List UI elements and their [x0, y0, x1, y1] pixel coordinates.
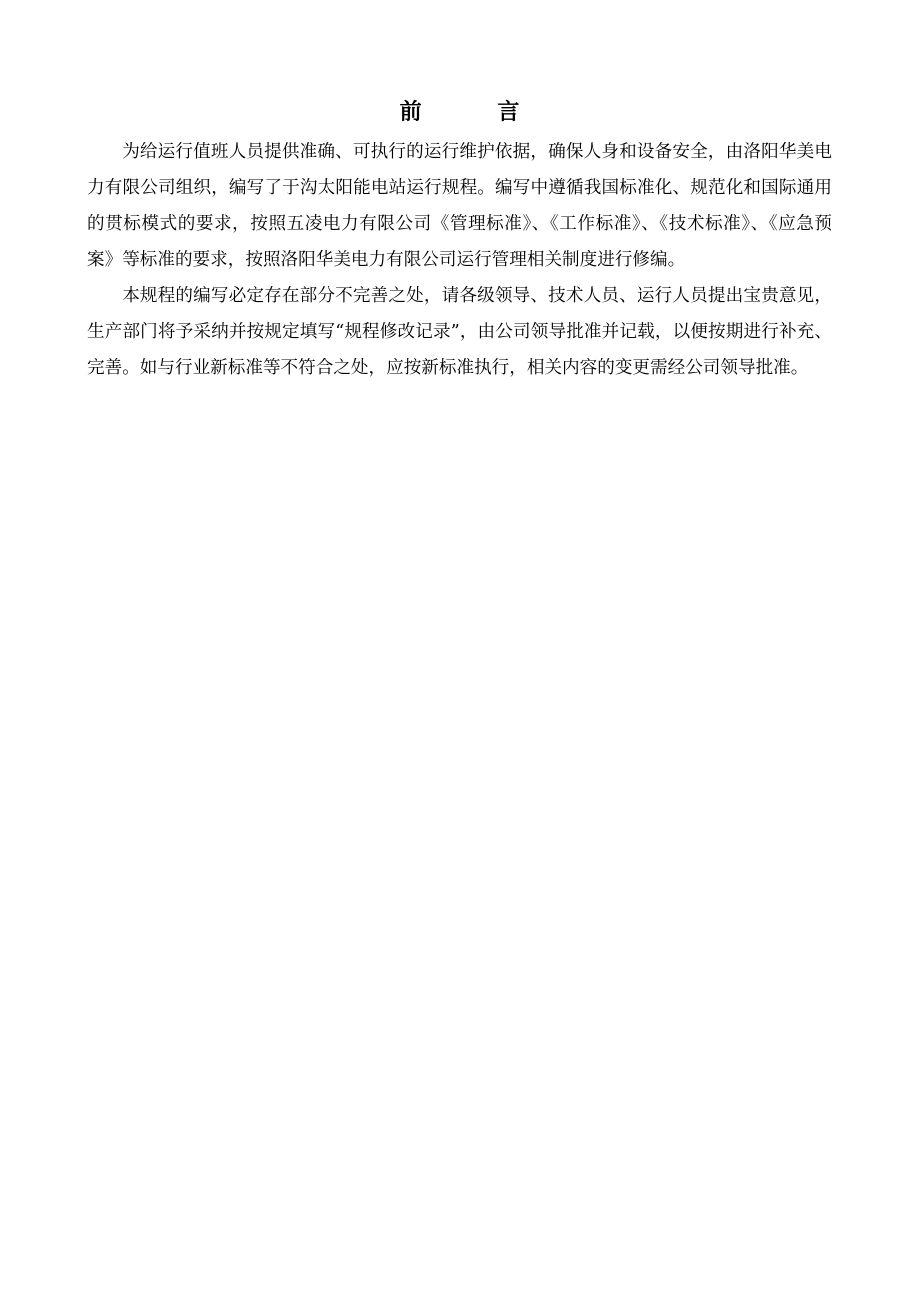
document-body: [87, 96, 832, 386]
page-title: 前 言: [399, 99, 554, 125]
paragraph-2: 本规程的编写必定存在部分不完善之处，请各级领导、技术人员、运行人员提出宝贵意见，生产部门将予采纳并按规定填写“规程修改记录”，由公司领导批准并记载，以便按期进行补充、完善。如与行业新标准等不符合之处，应按新标准执行，相关内容的变更需经公司领导批准。: [87, 286, 832, 378]
paragraph-1: 为给运行值班人员提供准确、可执行的运行维护依据，确保人身和设备安全，由洛阳华美电力有限公司组织，编写了于沟太阳能电站运行规程。编写中遵循我国标准化、规范化和国际通用的贯标模式的要求，按照五凌电力有限公司《管理标准》、《工作标准》、《技术标准》、《应急预案》等标准的要求，按照洛阳华美电力有限公司运行管理相关制度进行修编。: [87, 142, 832, 270]
